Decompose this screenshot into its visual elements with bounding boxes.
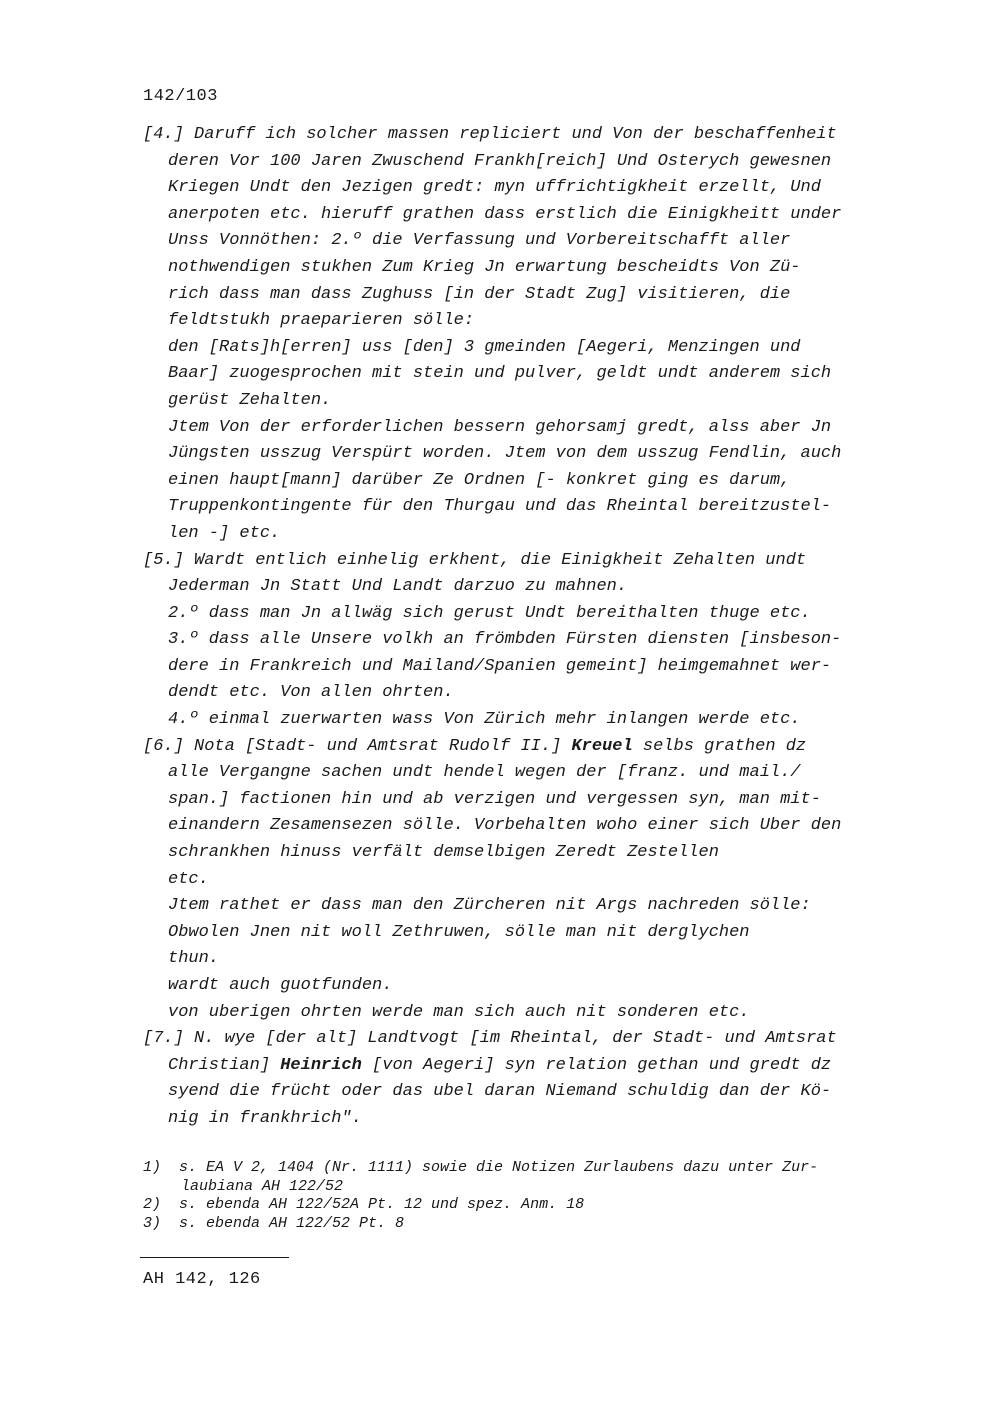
text-line: Truppenkontingente für den Thurgau und das Rheintal bereitzustel-	[168, 497, 832, 517]
text-line: rich dass man dass Zughuss [in der Stadt Zug] visitieren, die	[168, 284, 791, 304]
text-line: etc.	[168, 869, 209, 889]
text-fragment: selbs grathen dz	[632, 736, 807, 756]
text-fragment: [von Aegeri] syn relation gethan und gredt dz	[361, 1055, 832, 1075]
text-line: einen haupt[mann] darüber Ze Ordnen [- konkret ging es darum,	[168, 470, 791, 490]
text-line: span.] factionen hin und ab verzigen und vergessen syn, man mit-	[168, 789, 821, 809]
text-line: [7.] N. wye [der alt] Landtvogt [im Rheintal, der Stadt- und Amtsrat	[143, 1029, 837, 1049]
text-line: Jederman Jn Statt Und Landt darzuo zu mahnen.	[168, 577, 628, 597]
text-line: nig in frankhrich".	[168, 1108, 362, 1128]
text-line: Obwolen Jnen nit woll Zethruwen, sölle man nit derglychen	[168, 922, 750, 942]
text-line	[143, 1053, 933, 1080]
text-line: 4.º einmal zuerwarten wass Von Zürich mehr inlangen werde etc.	[168, 710, 801, 730]
person-name: Heinrich	[280, 1055, 362, 1075]
text-line: alle Vergangne sachen undt hendel wegen der [franz. und mail./	[168, 763, 801, 783]
text-line: Baar] zuogesprochen mit stein und pulver, geldt undt anderem sich	[168, 364, 832, 384]
text-line: [5.] Wardt entlich einhelig erkhent, die Einigkheit Zehalten undt	[143, 550, 807, 570]
document-body	[143, 122, 933, 1133]
text-line: deren Vor 100 Jaren Zwuschend Frankh[reich] Und Osterych gewesnen	[168, 151, 832, 171]
text-line: Jüngsten usszug Verspürt worden. Jtem von dem usszug Fendlin, auch	[168, 444, 842, 464]
text-line: dere in Frankreich und Mailand/Spanien gemeint] heimgemahnet wer-	[168, 656, 832, 676]
text-line: dendt etc. Von allen ohrten.	[168, 683, 454, 703]
text-line: nothwendigen stukhen Zum Krieg Jn erwartung bescheidts Von Zü-	[168, 257, 801, 277]
text-line: syend die frücht oder das ubel daran Niemand schuldig dan der Kö-	[168, 1082, 832, 1102]
text-line: 3.º dass alle Unsere volkh an frömbden Fürsten diensten [insbeson-	[168, 630, 842, 650]
text-line: len -] etc.	[168, 523, 281, 543]
text-line: Unss Vonnöthen: 2.º die Verfassung und Vorbereitschafft aller	[168, 231, 791, 251]
footnote: 3) s. ebenda AH 122/52 Pt. 8	[143, 1214, 405, 1232]
text-fragment: Christian]	[168, 1055, 281, 1075]
text-line: von uberigen ohrten werde man sich auch nit sonderen etc.	[168, 1002, 750, 1022]
text-line: einandern Zesamensezen sölle. Vorbehalten woho einer sich Uber den	[168, 816, 842, 836]
footnotes	[143, 1159, 933, 1233]
text-line: feldtstukh praeparieren sölle:	[168, 311, 475, 331]
text-line: den [Rats]h[erren] uss [den] 3 gmeinden [Aegeri, Menzingen und	[168, 337, 801, 357]
text-line: Jtem rathet er dass man den Zürcheren nit Args nachreden sölle:	[168, 896, 811, 916]
footnote: 1) s. EA V 2, 1404 (Nr. 1111) sowie die Notizen Zurlaubens dazu unter Zur-	[143, 1159, 819, 1176]
text-line: gerüst Zehalten.	[168, 390, 332, 410]
text-line: thun.	[168, 949, 220, 969]
footnote: 2) s. ebenda AH 122/52A Pt. 12 und spez. Anm. 18	[143, 1196, 585, 1214]
text-line: schrankhen hinuss verfält demselbigen Zeredt Zestellen	[168, 843, 719, 863]
text-line: wardt auch guotfunden.	[168, 976, 393, 995]
page-number: 142/103	[143, 87, 218, 106]
footnote-continuation: laubiana AH 122/52	[181, 1177, 344, 1195]
archive-reference: AH 142, 126	[143, 1270, 261, 1289]
text-line: [4.] Daruff ich solcher massen repliciert und Von der beschaffenheit	[143, 125, 837, 144]
text-line: anerpoten etc. hieruff grathen dass erstlich die Einigkheitt under	[168, 204, 842, 224]
text-line: Jtem Von der erforderlichen bessern gehorsamj gredt, alss aber Jn	[168, 417, 832, 437]
text-line	[143, 734, 933, 761]
divider	[140, 1257, 289, 1258]
text-fragment: [6.] Nota [Stadt- und Amtsrat Rudolf II.]	[143, 736, 572, 756]
text-line: 2.º dass man Jn allwäg sich gerust Undt bereithalten thuge etc.	[168, 603, 811, 623]
text-line: Kriegen Undt den Jezigen gredt: myn uffrichtigkheit erzellt, Und	[168, 178, 821, 198]
person-name: Kreuel	[571, 736, 633, 756]
